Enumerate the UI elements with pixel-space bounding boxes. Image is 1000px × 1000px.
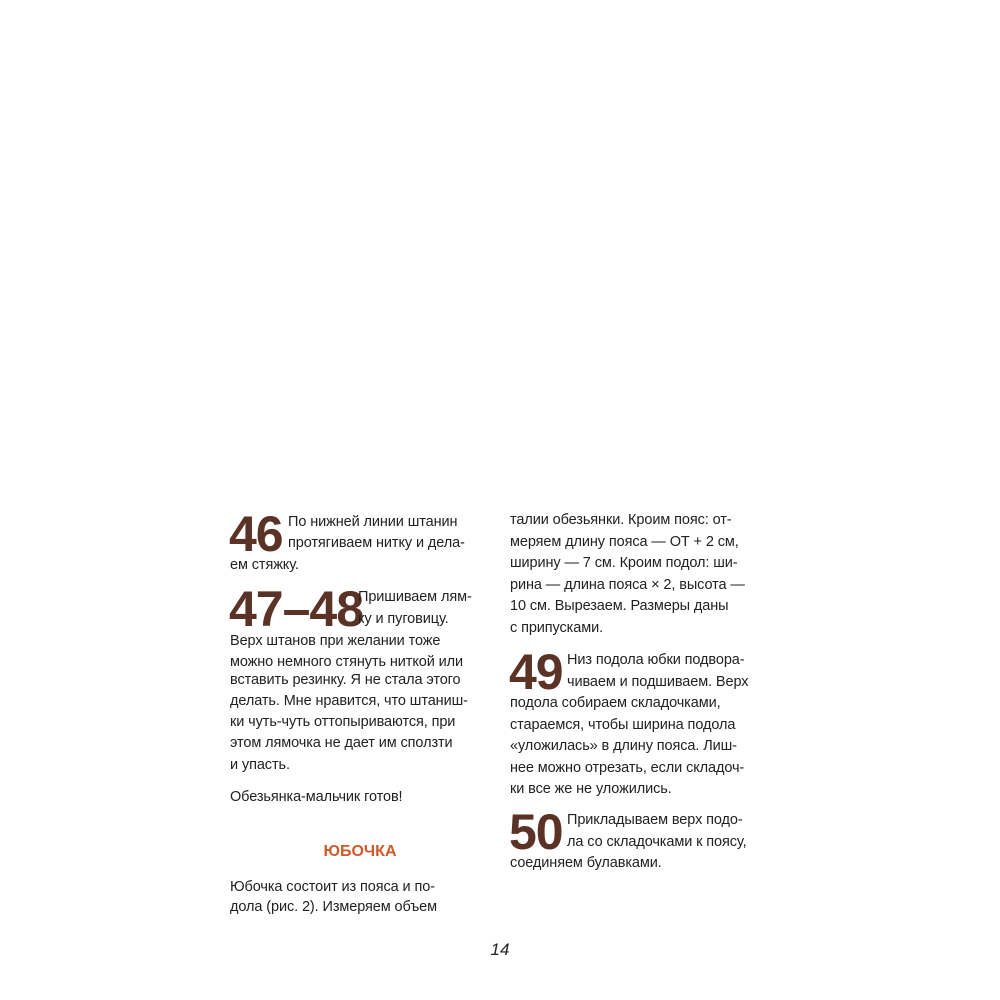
step-number-50: 50 (509, 804, 563, 860)
text-line: Пришиваем лям- (358, 589, 472, 605)
text-line: «уложилась» в длину пояса. Лиш- (510, 738, 737, 754)
text-line: стараемся, чтобы ширина подола (510, 717, 736, 733)
text-line: ширину — 7 см. Кроим подол: ши- (510, 555, 738, 571)
step-number-49: 49 (509, 644, 563, 700)
text-line: протягиваем нитку и дела- (288, 535, 465, 551)
text-line: с припусками. (510, 620, 604, 636)
text-line: ем стяжку. (230, 557, 299, 573)
text-line: ки чуть-чуть оттопыриваются, при (230, 714, 456, 730)
done-text: Обезьянка-мальчик готов! (230, 789, 403, 805)
text-line: вставить резинку. Я не стала этого (230, 672, 461, 688)
text-line: талии обезьянки. Кроим пояс: от- (510, 512, 732, 528)
text-line: ку и пуговицу. (358, 611, 449, 627)
text-line: подола собираем складочками, (510, 695, 721, 711)
step-number-47-48: 47–48 (229, 581, 364, 637)
text-line: чиваем и подшиваем. Верх (567, 674, 749, 690)
text-line: меряем длину пояса — ОТ + 2 см, (510, 534, 739, 550)
text-line: ки все же не уложились. (510, 781, 672, 797)
text-line: нее можно отрезать, если складоч- (510, 760, 745, 776)
text-line: этом лямочка не дает им сползти (230, 735, 453, 751)
text-line: можно немного стянуть ниткой или (230, 654, 463, 670)
text-line: Низ подола юбки подвора- (567, 652, 745, 668)
section-heading: ЮБОЧКА (323, 843, 397, 860)
step-number-46: 46 (229, 506, 283, 562)
text-line: и упасть. (230, 757, 290, 773)
text-line: По нижней линии штанин (288, 514, 458, 530)
text-line: Прикладываем верх подо- (567, 812, 743, 828)
text-line: Юбочка состоит из пояса и по- (230, 879, 435, 895)
text-line: дола (рис. 2). Измеряем объем (230, 899, 438, 915)
text-line: рина — длина пояса × 2, высота — (510, 577, 745, 593)
text-line: ла со складочками к поясу, (567, 834, 747, 850)
text-line: делать. Мне нравится, что штаниш- (230, 693, 468, 709)
text-line: Верх штанов при желании тоже (230, 633, 441, 649)
text-line: соединяем булавками. (510, 855, 662, 871)
page-number: 14 (490, 940, 510, 959)
text-line: 10 см. Вырезаем. Размеры даны (510, 598, 729, 614)
